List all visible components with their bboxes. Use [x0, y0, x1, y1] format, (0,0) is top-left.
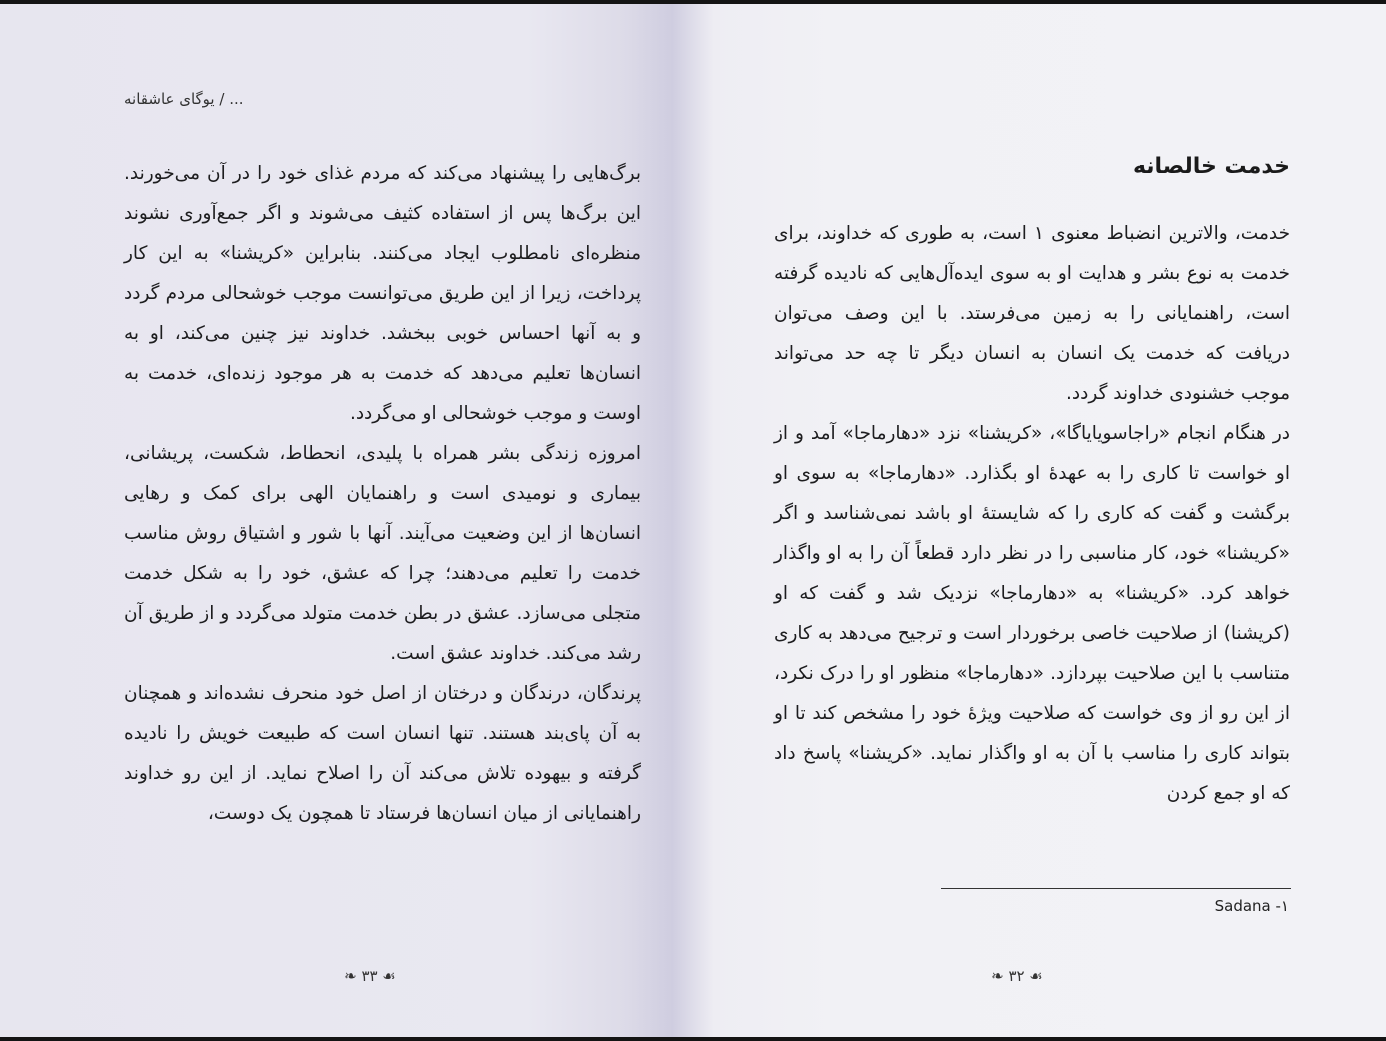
- paragraph: خدمت، والاترین انضباط معنوی ۱ است، به طوری که خداوند، برای خدمت به نوع بشر و هدایت او به سوی ایده‌آل‌هایی که نادیده گرفته است، راهنمایانی را به زمین می‌فرستد. با این وصف می‌توان دریافت که خدمت یک انسان به انسان دیگر تا چه حد می‌تواند موجب خشنودی خداوند گردد.: [774, 223, 1291, 404]
- paragraph: امروزه زندگی بشر همراه با پلیدی، انحطاط، شکست، پریشانی، بیماری و نومیدی است و راهنمایان الهی برای کمک و رهایی انسان‌ها از این وضعیت می‌آیند. آنها با شور و اشتیاق روش مناسب خدمت را تعلیم می‌دهند؛ چرا که عشق، خود را به شکل خدمت متجلی می‌سازد. عشق در بطن خدمت متولد می‌گردد و از طریق آن رشد می‌کند. خداوند عشق است.: [124, 443, 641, 664]
- page-number: ❧ ۳۳ ☙: [344, 967, 396, 985]
- paragraph: پرندگان، درندگان و درختان از اصل خود منحرف نشده‌اند و همچنان به آن پای‌بند هستند. تنها انسان است که طبیعت خویش را نادیده گرفته و بیهوده تلاش می‌کند آن را اصلاح نماید. از این رو خداوند راهنمایانی از میان انسان‌ها فرستاد تا همچون یک دوست،: [124, 683, 641, 824]
- paragraph: برگ‌هایی را پیشنهاد می‌کند که مردم غذای خود را در آن می‌خورند. این برگ‌ها پس از استفاده کثیف می‌شوند و اگر جمع‌آوری نشوند منظره‌ای نامطلوب ایجاد می‌کنند. بنابراین «کریشنا» به این کار پرداخت، زیرا از این طریق می‌توانست موجب خوشحالی مردم گردد و به آنها احساس خوبی ببخشد. خداوند نیز چنین می‌کند، او به انسان‌ها تعلیم می‌دهد که خدمت به هر موجود زنده‌ای، خدمت به اوست و موجب خوشحالی او می‌گردد.: [124, 163, 641, 424]
- footnote: Sadana -۱: [1214, 897, 1289, 915]
- paragraph: در هنگام انجام «راجاسویایاگا»، «کریشنا» نزد «دهارماجا» آمد و از او خواست تا کاری را به عهدهٔ او بگذارد. «دهارماجا» به سوی او برگشت و گفت که کاری را که شایستهٔ او باشد نمی‌شناسد و اگر «کریشنا» خود، کار مناسبی را در نظر دارد قطعاً آن را به او واگذار خواهد کرد. «کریشنا» به «دهارماجا» نزدیک شد و گفت که او (کریشنا) از صلاحیت خاصی برخوردار است و ترجیح می‌دهد به کاری متناسب با این صلاحیت بپردازد. «دهارماجا» منظور او را درک نکرد، از این رو از وی خواست که صلاحیت ویژهٔ خود را مشخص کند تا او بتواند کاری را مناسب با آن به او واگذار نماید. «کریشنا» پاسخ داد که او جمع کردن: [774, 423, 1290, 804]
- page-number: ❧ ۳۲ ☙: [991, 967, 1043, 985]
- right-page-body: [774, 214, 1290, 814]
- running-header: ... / یوگای عاشقانه: [124, 90, 244, 108]
- left-page-body: [124, 154, 641, 834]
- section-heading: خدمت خالصانه: [1132, 154, 1290, 179]
- right-page: [693, 4, 1386, 1037]
- book-spread: [0, 4, 1386, 1037]
- footnote-divider: [941, 888, 1291, 889]
- left-page: [0, 4, 693, 1037]
